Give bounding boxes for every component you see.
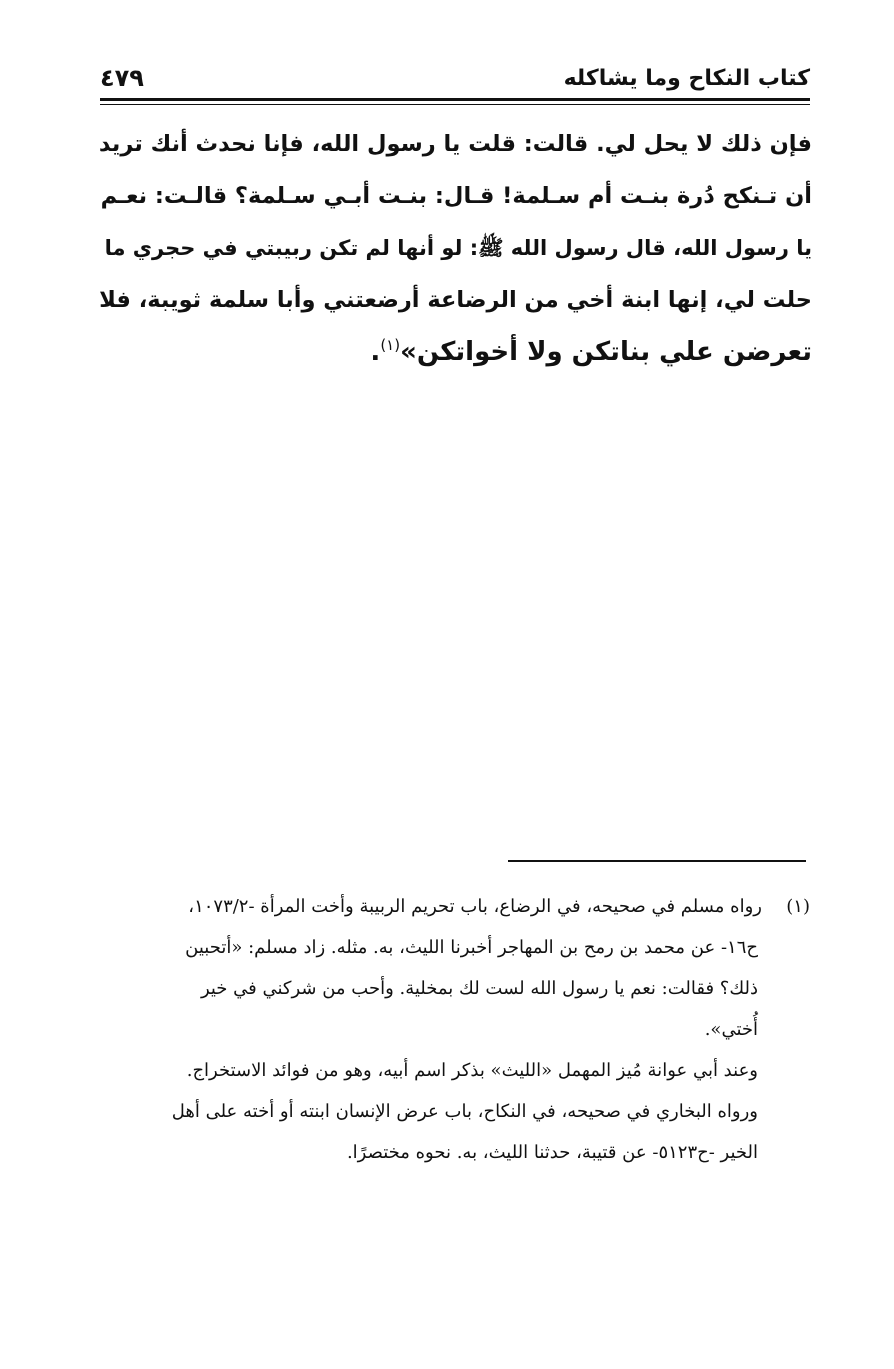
footnote-text: رواه مسلم في صحيحه، في الرضاع، باب تحريم الربيبة وأخت المرأة -١٠٧٣/٢، [188, 896, 762, 917]
main-text [98, 118, 812, 378]
main-text-line: حلت لي، إنها ابنة أخي من الرضاعة أرضعتني وأبا سلمة ثويبة، فلا [99, 287, 812, 313]
page-header [100, 62, 810, 98]
footnote-line: أُختي». [704, 1019, 758, 1040]
header-rule [100, 98, 810, 101]
footnote-line: وعند أبي عوانة مُيز المهمل «الليث» بذكر اسم أبيه، وهو من فوائد الاستخراج. [186, 1060, 758, 1081]
footnote-line: ذلك؟ فقالت: نعم يا رسول الله لست لك بمخلية. وأحب من شركني في خير [200, 978, 758, 999]
end-punctuation: . [370, 337, 381, 367]
footnote-line: ورواه البخاري في صحيحه، في النكاح، باب عرض الإنسان ابنته أو أخته على أهل [171, 1101, 758, 1122]
main-text-line: فإن ذلك لا يحل لي. قالت: قلت يا رسول الله، فإنا نحدث أنك تريد [98, 131, 812, 157]
main-text-last-line [98, 326, 812, 378]
running-title: كتاب النكاح وما يشاكله [563, 66, 810, 91]
footnote-line [96, 886, 810, 927]
header-rule-thin [100, 104, 810, 105]
footnote-line: ح١٦- عن محمد بن رمح بن المهاجر أخبرنا الليث، به. مثله. زاد مسلم: «أتحبين [185, 937, 758, 958]
footnote-marker: (١) [380, 336, 401, 354]
footnotes [96, 886, 810, 1173]
main-text-line: يا رسول الله، قال رسول الله ﷺ: لو أنها لم تكن ربيبتي في حجري ما [104, 236, 812, 260]
footnote-line: الخير -ح٥١٢٣- عن قتيبة، حدثنا الليث، به. نحوه مختصرًا. [346, 1142, 758, 1163]
main-text-line: تعرضن علي بناتكن ولا أخواتكن» [400, 337, 812, 367]
footnote-number: (١) [786, 896, 810, 917]
page-number: ٤٧٩ [100, 64, 144, 92]
main-text-line: أن تـنكح دُرة بنـت أم سـلمة! قـال: بنـت أبـي سـلمة؟ قالـت: نعـم [100, 183, 812, 209]
footnote-separator [508, 860, 806, 862]
